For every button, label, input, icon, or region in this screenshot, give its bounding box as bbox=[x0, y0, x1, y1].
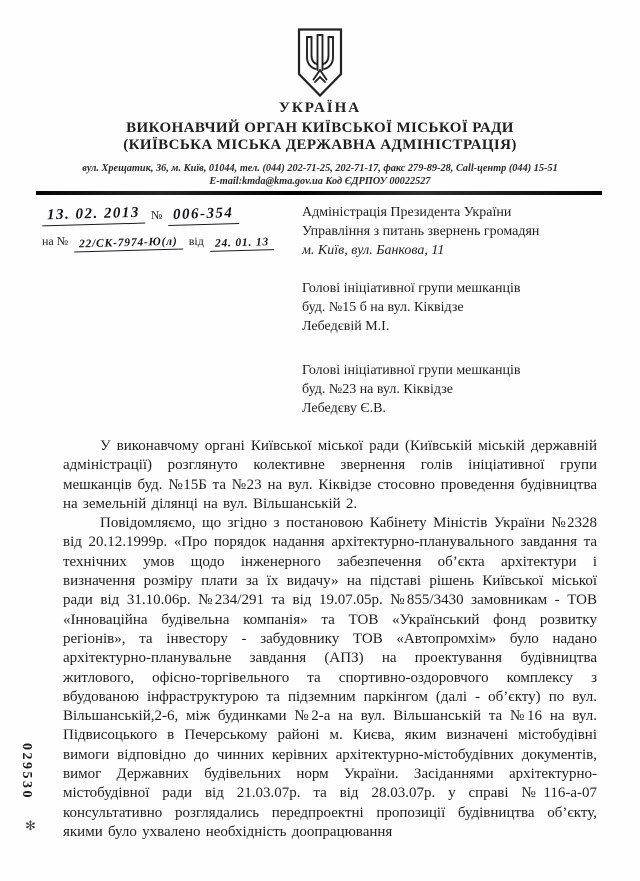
reply-to-number-label: на № bbox=[42, 234, 69, 248]
outgoing-number-handwritten: 006-354 bbox=[168, 205, 239, 226]
snowflake-stamp-icon: ✻ bbox=[25, 819, 36, 834]
recipient-name-line: Лебедєву Є.В. bbox=[302, 401, 386, 416]
organization-name-line1: ВИКОНАВЧИЙ ОРГАН КИЇВСЬКОЇ МІСЬКОЇ РАДИ bbox=[126, 120, 514, 136]
recipient-line: буд. №23 на вул. Кіквідзе bbox=[302, 382, 453, 397]
body-paragraph-2: Повідомляємо, що згідно з постановою Кабінету Міністів України №2328 від 20.12.1999р. «Про порядок надання архітектурно-планувального завдання та технічних умов щодо інженерного забезпечення об’єкта архітектури і визначення розміру плати за їх видачу» на підставі рішень Київської міської ради від 31.10.06р. №234/291 та від 19.07.05р. №855/3430 замовникам - ТОВ «Інноваційна будівельна компанія» та ТОВ «Український фонд розвитку регіонів», та інвестору - забудовнику ТОВ «Автопромхім» було надано архітектурно-планувальне завдання (АПЗ) на проектування будівництва житлового, офісно-торгівельного та спортивно-оздоровчого комплексу з вбудованою інфраструктурою та підземним паркінгом (далі - об’єкту) по вул. Вільшанській,2-6, між будинками №2-а на вул. Вільшанській та №16 на вул. Підвисоцького в Печерському районі м. Києва, яким визначені містобудівні вимоги відповідно до чинних керівних архітектурно-містобудівних документів, вимог Державних будівельних норм України. Засіданнями архітектурно-містобудівної ради від 21.03.07р. та від 28.03.07р. у справі №116-а-07 консультативно розглядались передпроектні пропозиції будівництва об’єкту, якими було ухвалено необхідність доопрацювання bbox=[63, 515, 597, 840]
outgoing-date-handwritten: 13. 02. 2013 bbox=[42, 205, 145, 227]
recipient-line: Адміністрація Президента України bbox=[302, 205, 512, 220]
outgoing-reference-row bbox=[42, 206, 292, 225]
ukraine-trident-emblem-icon bbox=[291, 27, 349, 98]
recipient-initiative-group-head-23 bbox=[302, 361, 602, 418]
incoming-number-handwritten: 22/СК-7974-Ю(л) bbox=[74, 235, 183, 252]
body-paragraph-1: У виконавчому органі Київської міської ради (Київській міській державній адміністрації) розглянуто колективне звернення голів ініціативної групи мешканців буд. №15Б та №23 на вул. Кіквідзе стосовно проведення будівництва на земельній ділянці на вул. Вільшанській 2. bbox=[63, 438, 597, 512]
recipient-line: буд. №15 б на вул. Кіквідзе bbox=[302, 300, 464, 315]
letterhead-divider-rule bbox=[36, 191, 602, 195]
recipient-line: Голові ініціативної групи мешканців bbox=[302, 281, 521, 296]
recipient-initiative-group-head-15b bbox=[302, 279, 602, 336]
organization-name-line2: (КИЇВСЬКА МІСЬКА ДЕРЖАВНА АДМІНІСТРАЦІЯ) bbox=[123, 137, 517, 153]
letterhead-address-line: вул. Хрещатик, 36, м. Київ, 01044, тел. (044) 202-71-25, 202-71-17, факс 279-89-28, Call-центр (044) 15-51 bbox=[82, 163, 558, 174]
reply-date-label: від bbox=[188, 234, 204, 248]
vertical-registration-number: 029530 bbox=[19, 743, 34, 800]
recipient-line: Голові ініціативної групи мешканців bbox=[302, 363, 521, 378]
recipient-address-line: м. Київ, вул. Банкова, 11 bbox=[302, 243, 445, 258]
letterhead-email-line: E-mail:kmda@kma.gov.ua Код ЄДРПОУ 00022527 bbox=[209, 176, 431, 187]
number-sign-label: № bbox=[151, 208, 163, 222]
recipient-name-line: Лебедєвій М.І. bbox=[302, 319, 390, 334]
incoming-date-handwritten: 24. 01. 13 bbox=[210, 236, 274, 252]
letter-body bbox=[63, 437, 597, 842]
recipient-presidential-administration bbox=[302, 203, 602, 260]
incoming-reference-row bbox=[42, 234, 292, 251]
country-title: УКРАЇНА bbox=[278, 100, 362, 116]
reference-block bbox=[42, 206, 292, 251]
recipient-line: Управління з питань звернень громадян bbox=[302, 224, 540, 239]
